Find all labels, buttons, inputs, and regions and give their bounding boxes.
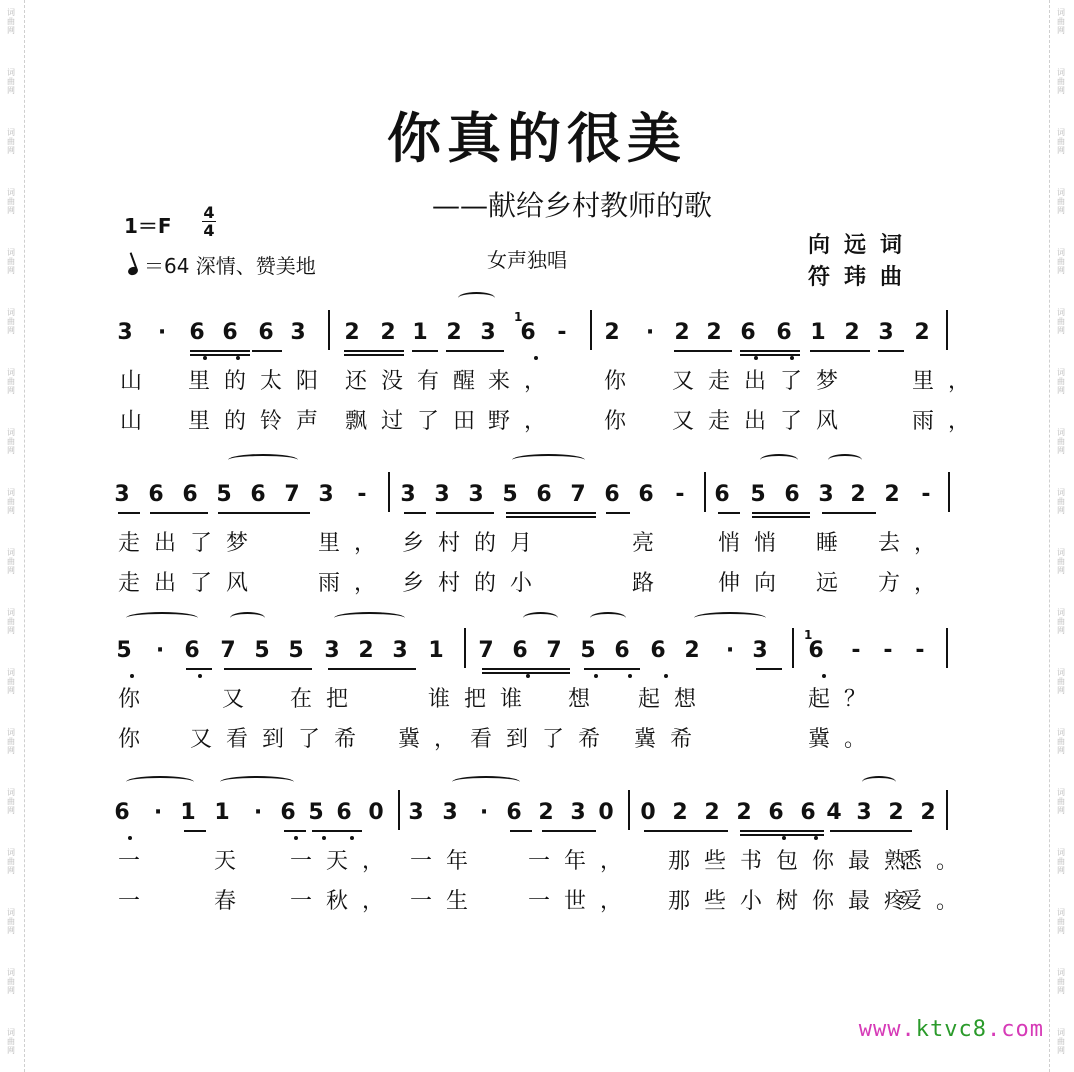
underline-beam <box>740 830 824 832</box>
note-digit: 5 <box>288 638 304 663</box>
low-octave-dot <box>790 356 794 360</box>
underline-beam <box>830 830 912 832</box>
time-signature-bottom: 4 <box>203 221 215 240</box>
lyric-verse-2: 冀，看到了希 <box>398 727 615 752</box>
time-signature-top: 4 <box>203 203 215 222</box>
side-watermark-text: 词 曲 网 <box>7 128 15 155</box>
lyric-verse-1: 又走出了梦 <box>672 369 853 394</box>
site-watermark <box>859 1017 1044 1042</box>
side-watermark-text: 词 曲 网 <box>7 368 15 395</box>
note-digit: 3 <box>434 482 450 507</box>
note-digit: 6 <box>536 482 552 507</box>
lyric-verse-1: 那些书包你最熟 <box>668 849 921 874</box>
side-watermark-text: 词 曲 网 <box>7 488 15 515</box>
note-digit: 1 <box>412 320 428 345</box>
underline-beam <box>752 516 810 518</box>
slur-arc <box>512 454 585 466</box>
note-digit: 6 <box>189 320 205 345</box>
side-watermark-text: 词 曲 网 <box>1057 188 1065 215</box>
note-digit: 7 <box>220 638 236 663</box>
note-digit: 3 <box>818 482 834 507</box>
lyric-verse-1: 又 <box>222 687 259 712</box>
note-digit: 6 <box>258 320 274 345</box>
side-watermark-text: 词 曲 网 <box>7 188 15 215</box>
lyric-verse-1: 山 <box>120 369 157 394</box>
slur-arc <box>452 776 520 788</box>
lyric-verse-2: 山 <box>120 409 157 434</box>
side-watermark-text: 词 曲 网 <box>7 908 15 935</box>
underline-beam <box>482 668 570 670</box>
barline <box>590 310 592 350</box>
lyric-verse-2: 春 <box>214 889 251 914</box>
low-octave-dot <box>534 356 538 360</box>
note-digit: 7 <box>284 482 300 507</box>
note-digit: 1 <box>810 320 826 345</box>
slur-arc <box>523 612 558 624</box>
note-digit: 0 <box>368 800 384 825</box>
slur-arc <box>230 612 265 624</box>
note-dot: · <box>153 800 163 825</box>
note-digit: 2 <box>358 638 374 663</box>
note-dot: · <box>645 320 655 345</box>
note-digit: 2 <box>604 320 620 345</box>
lyric-verse-1: 乡村的月 <box>402 531 547 556</box>
low-octave-dot <box>128 836 132 840</box>
low-octave-dot <box>628 674 632 678</box>
underline-beam <box>190 354 250 356</box>
side-watermark-text: 词 曲 网 <box>1057 368 1065 395</box>
lyric-verse-1: 一 <box>118 849 155 874</box>
underline-beam <box>644 830 728 832</box>
barline <box>464 628 466 668</box>
note-dot: · <box>725 638 735 663</box>
underline-beam <box>506 516 596 518</box>
lyric-verse-2: 那些小树你最疼 <box>668 889 921 914</box>
note-digit: 3 <box>570 800 586 825</box>
note-dot: · <box>157 320 167 345</box>
note-digit: 2 <box>538 800 554 825</box>
note-digit: 6 <box>614 638 630 663</box>
underline-beam <box>118 512 140 514</box>
grace-note: 1 <box>804 628 813 642</box>
side-watermark-text: 词 曲 网 <box>1057 128 1065 155</box>
note-digit: 6 <box>650 638 666 663</box>
underline-beam <box>446 350 504 352</box>
side-watermark-text: 词 曲 网 <box>1057 308 1065 335</box>
note-digit: 2 <box>706 320 722 345</box>
note-digit: 5 <box>254 638 270 663</box>
composer-credit: 符玮曲 <box>808 264 917 290</box>
note-digit: 6 <box>182 482 198 507</box>
note-digit: 2 <box>446 320 462 345</box>
underline-beam <box>224 668 312 670</box>
lyric-verse-1: 里的太阳 <box>188 369 333 394</box>
side-watermark-text: 词 曲 网 <box>7 548 15 575</box>
lyric-verse-1: 一天， <box>290 849 399 874</box>
barline <box>946 790 948 830</box>
underline-beam <box>584 668 640 670</box>
lyric-verse-2: 走出了风 <box>118 571 263 596</box>
lyric-verse-1: 想 <box>568 687 605 712</box>
lyric-verse-1: 悉。 <box>900 849 973 874</box>
side-watermark-text: 词 曲 网 <box>7 728 15 755</box>
underline-beam <box>718 512 740 514</box>
note-digit: 6 <box>520 320 536 345</box>
note-digit: 2 <box>736 800 752 825</box>
note-digit: 3 <box>400 482 416 507</box>
barline <box>946 310 948 350</box>
note-dash: - <box>557 320 567 345</box>
note-digit: 3 <box>752 638 768 663</box>
low-octave-dot <box>664 674 668 678</box>
note-digit: 6 <box>784 482 800 507</box>
low-octave-dot <box>322 836 326 840</box>
side-watermark-text: 词 曲 网 <box>7 668 15 695</box>
note-digit: 1 <box>214 800 230 825</box>
note-digit: 2 <box>888 800 904 825</box>
note-digit: 5 <box>116 638 132 663</box>
note-digit: 3 <box>318 482 334 507</box>
note-digit: 3 <box>408 800 424 825</box>
note-dash: - <box>357 482 367 507</box>
note-digit: 1 <box>428 638 444 663</box>
underline-beam <box>606 512 630 514</box>
note-digit: 0 <box>640 800 656 825</box>
lyric-verse-1: 在把 <box>290 687 363 712</box>
barline <box>948 472 950 512</box>
underline-beam <box>218 512 310 514</box>
side-watermark-text: 词 曲 网 <box>7 968 15 995</box>
note-digit: 5 <box>580 638 596 663</box>
tempo-marking <box>128 250 316 279</box>
underline-beam <box>186 668 212 670</box>
note-digit: 2 <box>884 482 900 507</box>
note-digit: 2 <box>914 320 930 345</box>
slur-arc <box>220 776 294 788</box>
note-digit: 2 <box>704 800 720 825</box>
low-octave-dot <box>754 356 758 360</box>
slur-arc <box>862 776 896 788</box>
side-watermark-text: 词 曲 网 <box>7 248 15 275</box>
grace-note: 1 <box>514 310 523 324</box>
side-watermark-text: 词 曲 网 <box>1057 488 1065 515</box>
tempo-text: ＝64 深情、赞美地 <box>144 254 316 278</box>
lyric-verse-2: 一 <box>118 889 155 914</box>
note-digit: 3 <box>480 320 496 345</box>
barline <box>388 472 390 512</box>
time-signature <box>202 204 216 239</box>
note-digit: 3 <box>468 482 484 507</box>
note-digit: 6 <box>800 800 816 825</box>
side-watermark-text: 词 曲 网 <box>7 788 15 815</box>
side-watermark-text: 词 曲 网 <box>7 8 15 35</box>
barline <box>628 790 630 830</box>
slur-arc <box>126 612 198 624</box>
slur-arc <box>126 776 194 788</box>
lyric-verse-1: 来， <box>488 369 561 394</box>
note-digit: 6 <box>506 800 522 825</box>
note-digit: 7 <box>570 482 586 507</box>
note-digit: 6 <box>222 320 238 345</box>
underline-beam <box>756 668 782 670</box>
note-digit: 6 <box>512 638 528 663</box>
lyric-verse-1: 起想 <box>638 687 711 712</box>
note-dot: · <box>253 800 263 825</box>
side-watermark-text: 词 曲 网 <box>7 608 15 635</box>
lyric-verse-1: 里， <box>318 531 391 556</box>
underline-beam <box>184 830 206 832</box>
note-digit: 5 <box>750 482 766 507</box>
lyric-verse-1: 还没有醒 <box>345 369 490 394</box>
note-digit: 3 <box>114 482 130 507</box>
lyric-verse-1: 去， <box>878 531 951 556</box>
note-digit: 5 <box>308 800 324 825</box>
lyric-verse-2: 一生 <box>410 889 483 914</box>
note-digit: 2 <box>920 800 936 825</box>
side-watermark-text: 词 曲 网 <box>7 848 15 875</box>
site-watermark-suffix: .com <box>987 1017 1044 1042</box>
side-watermark-text: 词 曲 网 <box>1057 1028 1065 1055</box>
lyric-verse-2: 冀希 <box>634 727 707 752</box>
note-digit: 6 <box>808 638 824 663</box>
note-digit: 2 <box>674 320 690 345</box>
lyric-verse-2: 里的铃声 <box>188 409 333 434</box>
note-digit: 3 <box>290 320 306 345</box>
note-digit: 6 <box>114 800 130 825</box>
slur-arc <box>228 454 298 466</box>
site-watermark-prefix: www. <box>858 1017 916 1042</box>
underline-beam <box>542 830 596 832</box>
lyric-verse-2: 又走出了风 <box>672 409 853 434</box>
underline-beam <box>436 512 494 514</box>
underline-beam <box>252 350 282 352</box>
note-digit: 3 <box>878 320 894 345</box>
note-dot: · <box>155 638 165 663</box>
note-digit: 2 <box>850 482 866 507</box>
low-octave-dot <box>130 674 134 678</box>
lyric-verse-2: 一秋， <box>290 889 399 914</box>
lyric-verse-1: 睡 <box>816 531 853 556</box>
side-watermark-text: 词 曲 网 <box>1057 908 1065 935</box>
lyric-verse-1: 谁把谁 <box>428 687 537 712</box>
lyric-verse-2: 一世， <box>528 889 637 914</box>
song-subtitle: ——献给乡村教师的歌 <box>431 189 712 222</box>
note-digit: 2 <box>672 800 688 825</box>
note-digit: 6 <box>714 482 730 507</box>
low-octave-dot <box>203 356 207 360</box>
note-digit: 6 <box>638 482 654 507</box>
note-digit: 3 <box>324 638 340 663</box>
low-octave-dot <box>350 836 354 840</box>
slur-arc <box>458 292 495 304</box>
quarter-note-icon <box>127 266 139 277</box>
low-octave-dot <box>822 674 826 678</box>
note-digit: 6 <box>280 800 296 825</box>
lyric-verse-2: 飘过了田 <box>345 409 490 434</box>
side-watermark-text: 词 曲 网 <box>1057 668 1065 695</box>
note-dash: - <box>921 482 931 507</box>
underline-beam <box>510 830 532 832</box>
barline <box>792 628 794 668</box>
note-dash: - <box>851 638 861 663</box>
note-digit: 6 <box>148 482 164 507</box>
low-octave-dot <box>526 674 530 678</box>
note-digit: 0 <box>598 800 614 825</box>
barline <box>398 790 400 830</box>
slur-arc <box>590 612 626 624</box>
note-digit: 3 <box>442 800 458 825</box>
side-watermark-text: 词 曲 网 <box>1057 728 1065 755</box>
lyric-verse-1: 走出了梦 <box>118 531 263 556</box>
note-digit: 5 <box>216 482 232 507</box>
underline-beam <box>740 350 800 352</box>
note-digit: 7 <box>546 638 562 663</box>
note-digit: 2 <box>344 320 360 345</box>
side-watermark-text: 词 曲 网 <box>1057 548 1065 575</box>
lyric-verse-2: 方， <box>878 571 951 596</box>
song-title: 你真的很美 <box>387 106 687 170</box>
side-watermark-text: 词 曲 网 <box>7 428 15 455</box>
low-octave-dot <box>294 836 298 840</box>
side-watermark-text: 词 曲 网 <box>1057 248 1065 275</box>
side-watermark-text: 词 曲 网 <box>7 1028 15 1055</box>
lyric-verse-1: 一年 <box>410 849 483 874</box>
underline-beam <box>344 354 404 356</box>
barline <box>946 628 948 668</box>
barline <box>704 472 706 512</box>
note-digit: 6 <box>768 800 784 825</box>
low-octave-dot <box>198 674 202 678</box>
low-octave-dot <box>814 836 818 840</box>
lyric-verse-1: 一年， <box>528 849 637 874</box>
note-digit: 6 <box>184 638 200 663</box>
underline-beam <box>752 512 810 514</box>
side-watermark-text: 词 曲 网 <box>1057 608 1065 635</box>
note-digit: 1 <box>180 800 196 825</box>
note-dash: - <box>883 638 893 663</box>
underline-beam <box>822 512 876 514</box>
side-watermark-text: 词 曲 网 <box>7 68 15 95</box>
lyric-verse-2: 路 <box>632 571 669 596</box>
lyric-verse-1: 悄悄 <box>718 531 791 556</box>
note-digit: 3 <box>856 800 872 825</box>
note-digit: 4 <box>826 800 842 825</box>
note-digit: 7 <box>478 638 494 663</box>
side-watermark-text: 词 曲 网 <box>7 308 15 335</box>
side-watermark-text: 词 曲 网 <box>1057 848 1065 875</box>
note-digit: 2 <box>380 320 396 345</box>
side-watermark-text: 词 曲 网 <box>1057 788 1065 815</box>
lyric-verse-2: 你 <box>604 409 641 434</box>
underline-beam <box>878 350 904 352</box>
note-digit: 3 <box>392 638 408 663</box>
note-digit: 6 <box>740 320 756 345</box>
low-octave-dot <box>236 356 240 360</box>
slur-arc <box>694 612 766 624</box>
lyric-verse-2: 雨， <box>912 409 985 434</box>
site-watermark-domain: ktvc8 <box>915 1017 988 1042</box>
slur-arc <box>828 454 862 466</box>
note-digit: 6 <box>250 482 266 507</box>
underline-beam <box>328 668 416 670</box>
slur-arc <box>334 612 405 624</box>
lyric-verse-1: 亮 <box>632 531 669 556</box>
lyric-verse-1: 你 <box>118 687 155 712</box>
lyric-verse-2: 爱。 <box>900 889 973 914</box>
lyric-verse-1: 里， <box>912 369 985 394</box>
lyric-verse-2: 你 <box>118 727 155 752</box>
note-digit: 6 <box>776 320 792 345</box>
note-digit: 2 <box>684 638 700 663</box>
note-digit: 5 <box>502 482 518 507</box>
lyric-verse-1: 天 <box>214 849 251 874</box>
underline-beam <box>674 350 732 352</box>
slur-arc <box>760 454 798 466</box>
low-octave-dot <box>594 674 598 678</box>
lyric-verse-2: 野， <box>488 409 561 434</box>
underline-beam <box>404 512 426 514</box>
side-watermark-text: 词 曲 网 <box>1057 8 1065 35</box>
side-watermark-text: 词 曲 网 <box>1057 68 1065 95</box>
lyric-verse-1: 你 <box>604 369 641 394</box>
note-digit: 2 <box>844 320 860 345</box>
lyric-verse-1: 起？ <box>808 687 881 712</box>
note-digit: 6 <box>604 482 620 507</box>
key-signature: 1＝F <box>124 214 172 238</box>
side-watermark-text: 词 曲 网 <box>1057 428 1065 455</box>
lyric-verse-2: 远 <box>816 571 853 596</box>
underline-beam <box>810 350 870 352</box>
underline-beam <box>344 350 404 352</box>
lyric-verse-2: 又看到了希 <box>190 727 371 752</box>
low-octave-dot <box>782 836 786 840</box>
lyric-verse-2: 雨， <box>318 571 391 596</box>
underline-beam <box>284 830 306 832</box>
underline-beam <box>150 512 208 514</box>
lyricist-credit: 向远词 <box>808 232 917 258</box>
underline-beam <box>506 512 596 514</box>
note-digit: 6 <box>336 800 352 825</box>
barline <box>328 310 330 350</box>
note-digit: 3 <box>117 320 133 345</box>
underline-beam <box>412 350 438 352</box>
lyric-verse-2: 冀。 <box>808 727 881 752</box>
underline-beam <box>312 830 362 832</box>
lyric-verse-2: 乡村的小 <box>402 571 547 596</box>
side-watermark-text: 词 曲 网 <box>1057 968 1065 995</box>
note-dash: - <box>915 638 925 663</box>
performer-label: 女声独唱 <box>487 248 567 272</box>
note-dash: - <box>675 482 685 507</box>
note-dot: · <box>479 800 489 825</box>
lyric-verse-2: 伸向 <box>718 571 791 596</box>
underline-beam <box>190 350 250 352</box>
